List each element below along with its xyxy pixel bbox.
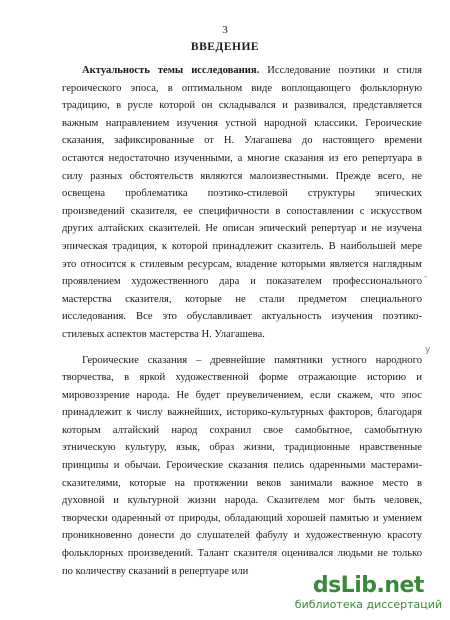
watermark-subtitle: библиотека диссертаций (294, 598, 442, 611)
text-line (62, 62, 422, 80)
text-line: проникновенно донести до слушателей фабулу и художественную красоту (62, 530, 422, 542)
text-line: проявлением художественного дара и показателем профессионального (62, 276, 422, 288)
text-line: других алтайских сказителей. Не описан эпический репертуар и не изучена (62, 223, 422, 235)
text-line: сказания, зафиксированные от Н. Улагашева до настоящего времени (62, 135, 422, 147)
text-line: традицию, в русле которой он складывался и развивался, представляется (62, 100, 422, 112)
text-line: важным направлением изучения устной народной классики. Героические (62, 117, 422, 129)
text-line: героического эпоса, в оптимальном виде воплощающего фольклорную (62, 82, 422, 94)
page-heading: ВВЕДЕНИЕ (190, 41, 260, 53)
watermark-title: dsLib.net (312, 573, 424, 598)
text-line: фольклорных произведений. Талант сказителя оценивался людьми не только (62, 548, 422, 560)
text-line: мастерства сказителя, которые не стали предметом специального (62, 293, 422, 305)
page-number: 3 (222, 24, 228, 36)
margin-mark: y (425, 345, 431, 355)
text-line: Героические сказания – древнейшие памятники устного народного (82, 354, 422, 366)
text-line: которым алтайский народ сохранил свое самобытное, самобытную (62, 424, 422, 436)
text-line: силу разных обстоятельств являются малоизвестными. Прежде всего, не (62, 170, 422, 182)
margin-mark: - (424, 272, 428, 282)
section-lead: Актуальность темы исследования. (82, 65, 260, 76)
text-line: это относится к стилевым ресурсам, владение которыми является наглядным (62, 258, 422, 270)
text-line: творчества, в яркой художественной форме отражающие историю и (62, 372, 422, 384)
text-line: мировоззрение народа. Не будет преувеличением, если скажем, что эпос (62, 389, 422, 401)
document-body (62, 62, 422, 580)
text-line: творчески одаренный от природы, обладающий хорошей памятью и умением (62, 512, 422, 524)
text-line: стилевых аспектов мастерства Н. Улагашева. (62, 328, 265, 340)
text-line: этническую культуру, язык, образ жизни, традиционные нравственные (62, 442, 422, 454)
text-line: исследования. Все это обуславливает актуальность изучения поэтико- (62, 311, 422, 323)
text-line: по количеству сказаний в репертуаре или (62, 565, 249, 577)
paragraph-2 (62, 352, 422, 581)
text-line: произведений сказителя, ее специфичности в сопоставлении с искусством (62, 205, 422, 217)
text-span: Исследование поэтики и стиля (259, 65, 422, 76)
text-line: принципы и обычаи. Героические сказания пелись одаренными мастерами- (62, 460, 422, 472)
text-line: эпическая традиция, к которой принадлежит сказитель. В наибольшей мере (62, 240, 422, 252)
text-line: остаются недостаточно изученными, а многие сказания из его репертуара в (62, 152, 422, 164)
watermark (295, 574, 442, 612)
text-line: духовной и культурной жизни народа. Сказителем мог быть человек, (62, 495, 422, 507)
text-line: принадлежит к числу важнейших, историко-культурных факторов, благодаря (62, 407, 422, 419)
text-line: сказителями, которые на протяжении веков занимали важное место в (62, 477, 422, 489)
text-line: освещена проблематика поэтико-стилевой структуры эпических (62, 188, 422, 200)
paragraph-1 (62, 80, 422, 344)
